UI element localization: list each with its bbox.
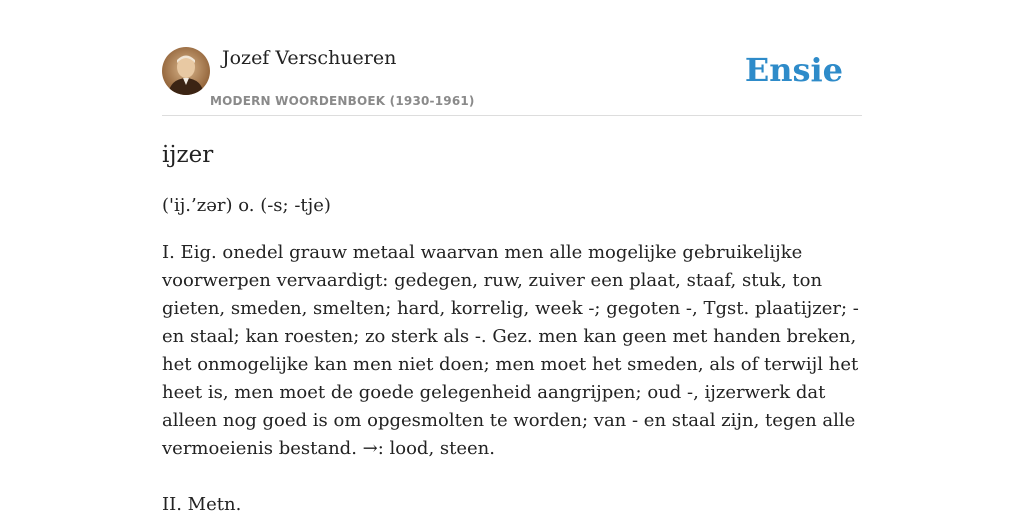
pronunciation: ('ij.’zər) o. (-s; -tje) <box>162 195 331 216</box>
author-portrait-icon <box>162 47 210 95</box>
headword: ijzer <box>162 142 214 168</box>
author-avatar[interactable] <box>162 47 210 95</box>
author-name[interactable]: Jozef Verschueren <box>222 47 397 69</box>
definition-section-2: II. Metn. <box>162 494 242 512</box>
source-label[interactable]: MODERN WOORDENBOEK (1930-1961) <box>210 94 475 108</box>
site-logo[interactable]: Ensie <box>744 51 843 89</box>
entry-page <box>162 0 862 512</box>
definition-paragraph: I. Eig. onedel grauw metaal waarvan men alle mogelijke gebruikelijke voorwerpen vervaardigt: gedegen, ruw, zuiver een plaat, staaf, stuk, ton gieten, smeden, smelten; hard, korrelig, week -; gegoten -, Tgst. plaatijzer; - en staal; kan roesten; zo sterk als -. Gez. men kan geen met handen breken, het onmogelijke kan men niet doen; men moet het smeden, als of terwijl het heet is, men moet de goede gelegenheid aangrijpen; oud -, ijzerwerk dat alleen nog goed is om opgesmolten te worden; van - en staal zijn, tegen alle vermoeienis bestand. →: lood, steen. <box>162 242 859 459</box>
entry-header <box>162 0 862 116</box>
